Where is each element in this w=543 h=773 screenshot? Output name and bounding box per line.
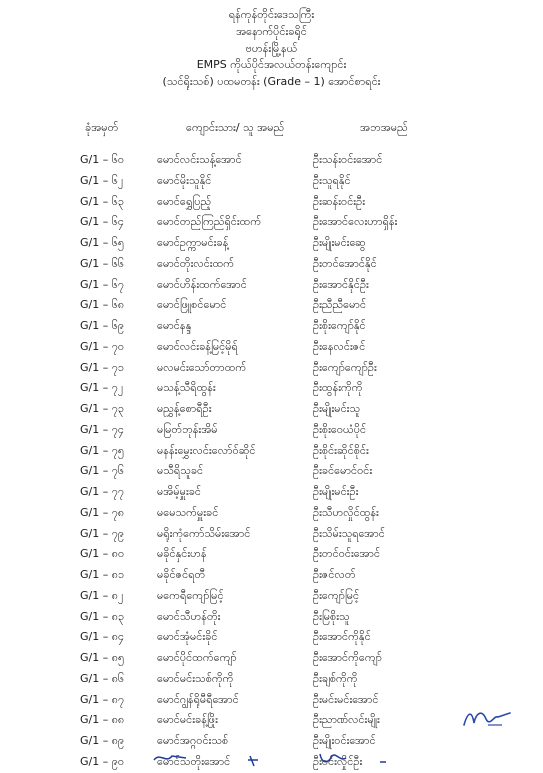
student-name-cell: မောင်ရွှေပြည့် bbox=[157, 194, 212, 208]
student-name-cell: မအိမ့်မှူးခင် bbox=[157, 485, 202, 498]
student-name-cell: မောင်လင်းသန့်အောင် bbox=[157, 153, 242, 166]
father-name-cell: ဦးကျော်ကျော်ဦး bbox=[313, 360, 377, 374]
student-name-cell: မောင်ပိုင်ထက်ကျော် bbox=[157, 651, 237, 664]
student-name-cell: မောင်ဖြူစင်မောင် bbox=[157, 298, 227, 312]
results-list bbox=[0, 150, 543, 773]
roll-number-cell: G/1 – ၈၅ bbox=[80, 651, 125, 664]
father-name-cell: ဦးအောင်လေးဟာရှိန်း bbox=[313, 215, 398, 229]
father-name-cell: ဦးခင်မောင်ဝင်း bbox=[313, 464, 373, 478]
table-row bbox=[0, 192, 543, 213]
student-name-cell: မညွှန့်စောရီဦး bbox=[157, 402, 212, 415]
roll-number-cell: G/1 – ၈၀ bbox=[80, 547, 125, 561]
roll-number-cell: G/1 – ၆၄ bbox=[80, 215, 125, 229]
roll-number-cell: G/1 – ၇၃ bbox=[80, 402, 125, 415]
roll-number-cell: G/1 – ၆၂ bbox=[80, 173, 124, 187]
student-name-cell: မမြတ်ဘုန်းအိမ် bbox=[157, 422, 218, 436]
father-name-cell: ဦးတင်အောင်နိုင် bbox=[313, 256, 377, 270]
student-name-cell: မလမင်းသော်တာထက် bbox=[157, 360, 247, 374]
roll-number-cell: G/1 – ၈၆ bbox=[80, 671, 125, 685]
roll-number-cell: G/1 – ၇၅ bbox=[80, 443, 125, 457]
table-row bbox=[0, 212, 543, 233]
father-name-cell: ဦးမြစိုးသူ bbox=[313, 609, 350, 623]
roll-number-cell: G/1 – ၇၀ bbox=[80, 339, 125, 353]
roll-number-cell: G/1 – ၇၆ bbox=[80, 464, 125, 478]
header-school: EMPS ကိုယ်ပိုင်အလယ်တန်းကျောင်း bbox=[196, 58, 347, 71]
roll-number-cell: G/1 – ၆၅ bbox=[80, 236, 125, 249]
table-row bbox=[0, 171, 543, 192]
table-row bbox=[0, 482, 543, 503]
father-name-cell: ဦးမျိုးမင်းသူ bbox=[313, 402, 361, 415]
student-name-cell: မောင်မင်းခန့်ဖြိုး bbox=[157, 713, 218, 727]
table-row bbox=[0, 316, 543, 337]
roll-number-cell: G/1 – ၈၁ bbox=[80, 568, 125, 581]
father-name-cell: ဦးသိမ်းသူရအောင် bbox=[313, 526, 385, 540]
roll-number-cell: G/1 – ၇၇ bbox=[80, 485, 125, 498]
father-name-cell: ဦးအောင်နိုင်ဦး bbox=[313, 277, 369, 291]
roll-number-cell: G/1 – ၇၁ bbox=[80, 360, 125, 374]
table-row bbox=[0, 420, 543, 441]
student-name-cell: မောင်သတိုးအောင် bbox=[157, 754, 231, 768]
student-name-cell: မောင်ဟိန်းထက်အောင် bbox=[157, 277, 247, 291]
roll-number-cell: G/1 – ၇၄ bbox=[80, 422, 125, 436]
roll-number-cell: G/1 – ၈၈ bbox=[80, 713, 125, 727]
roll-number-cell: G/1 – ၇၉ bbox=[80, 526, 125, 540]
table-row bbox=[0, 254, 543, 275]
table-row bbox=[0, 627, 543, 648]
header-region: ရန်ကုန်တိုင်းဒေသကြီး bbox=[228, 8, 315, 21]
student-name-cell: မောင်မင်းသစ်ကိုကို bbox=[157, 671, 234, 685]
table-row bbox=[0, 150, 543, 171]
father-name-cell: ဦးထွန်းကိုကို bbox=[313, 381, 363, 395]
roll-number-cell: G/1 – ၆၇ bbox=[80, 277, 125, 291]
student-name-cell: မရိုးကုံကော်သိမ်းအောင် bbox=[157, 526, 251, 540]
student-name-cell: မသီရိသူခင် bbox=[157, 464, 204, 478]
table-row bbox=[0, 233, 543, 254]
student-name-cell: မောင်အဂ္ဂဝင်းသစ် bbox=[157, 734, 229, 747]
roll-number-cell: G/1 – ၈၂ bbox=[80, 588, 124, 602]
table-row bbox=[0, 524, 543, 545]
father-name-cell: ဦးမျိုးမင်းဆွေ bbox=[313, 236, 366, 249]
roll-number-cell: G/1 – ၇၈ bbox=[80, 505, 125, 519]
father-name-cell: ဦးကျော်မြင့် bbox=[313, 588, 360, 602]
roll-number-cell: G/1 – ၈၉ bbox=[80, 734, 125, 747]
father-name-cell: ဦးအောင်ကိုနိုင် bbox=[313, 630, 371, 644]
table-row bbox=[0, 399, 543, 420]
student-name-cell: မောင်အုံမင်းခိုင် bbox=[157, 630, 218, 644]
table-row bbox=[0, 441, 543, 462]
table-row bbox=[0, 275, 543, 296]
header-township: ဗဟန်းမြို့နယ် bbox=[245, 42, 298, 55]
roll-number-cell: G/1 – ၇၂ bbox=[80, 381, 124, 395]
roll-number-cell: G/1 – ၆၈ bbox=[80, 298, 125, 312]
father-name-cell: ဦးညာဏ်လင်းမျိုး bbox=[313, 713, 380, 727]
student-name-cell: မောင်လင်းခန့်မြင့်မိုရ် bbox=[157, 339, 238, 353]
roll-number-cell: G/1 – ၆၆ bbox=[80, 256, 125, 270]
roll-number-cell: G/1 – ၈၄ bbox=[80, 630, 125, 644]
header-district: အနောက်ပိုင်းခရိုင် bbox=[236, 25, 307, 38]
student-name-cell: မောင်တိုးလင်းထက် bbox=[157, 256, 234, 270]
roll-number-cell: G/1 – ၆၀ bbox=[80, 153, 125, 166]
father-name-cell: ဦးဝင်းလှိုင်ဦး bbox=[313, 754, 363, 768]
table-row bbox=[0, 295, 543, 316]
student-name-cell: မောင်ဥက္ကာမင်းခန့် bbox=[157, 236, 229, 249]
student-name-cell: မောင်ဂျွန်ရိုမီရီအောင် bbox=[157, 692, 239, 706]
table-row bbox=[0, 461, 543, 482]
table-row bbox=[0, 378, 543, 399]
table-row bbox=[0, 669, 543, 690]
table-row bbox=[0, 648, 543, 669]
student-name-cell: မနန်းမွှေးလင်းလော်ဝ်ဆိုင် bbox=[157, 443, 256, 457]
table-row bbox=[0, 565, 543, 586]
table-row bbox=[0, 503, 543, 524]
bottom-signature-marks bbox=[150, 750, 390, 768]
father-name-cell: ဦးစိုးကျော်နိုင် bbox=[313, 319, 366, 332]
father-name-cell: ဦးအောင်ကိုကျော် bbox=[313, 651, 382, 664]
student-name-cell: မသန့်သီရိထွန်း bbox=[157, 381, 216, 395]
father-name-cell: ဦးသန်းဝင်းအောင် bbox=[313, 153, 383, 166]
father-name-cell: ဦးနေလင်းဇင် bbox=[313, 339, 366, 353]
roll-number-cell: G/1 – ၆၉ bbox=[80, 319, 125, 332]
table-row bbox=[0, 544, 543, 565]
roll-number-cell: G/1 – ၈၇ bbox=[80, 692, 125, 706]
roll-number-cell: G/1 – ၈၃ bbox=[80, 609, 125, 623]
father-name-cell: ဦးချစ်ကိုကို bbox=[313, 671, 358, 685]
table-row bbox=[0, 607, 543, 628]
father-name-cell: ဦးတင်ဝင်းအောင် bbox=[313, 547, 381, 561]
roll-number-cell: G/1 – ၆၃ bbox=[80, 194, 125, 208]
table-row bbox=[0, 358, 543, 379]
student-name-cell: မောင်နန္ဒ bbox=[157, 319, 192, 332]
handwritten-signature bbox=[460, 705, 520, 733]
table-row bbox=[0, 586, 543, 607]
student-name-cell: မမေသက်မှူးခင် bbox=[157, 505, 219, 519]
father-name-cell: ဦးသူရနိုင် bbox=[313, 173, 351, 187]
column-header-student: ကျောင်းသား/ သူ အမည် bbox=[186, 121, 285, 134]
table-row bbox=[0, 731, 543, 752]
student-name-cell: မကေရီကျော်မြင့် bbox=[157, 588, 224, 602]
father-name-cell: ဦးမျိုးဝင်းအောင် bbox=[313, 734, 376, 747]
document-title: (သင်ရိုးသစ်) ပထမတန်း (Grade – 1) အောင်စာရင်း bbox=[162, 75, 381, 88]
roll-number-cell: G/1 – ၉၀ bbox=[80, 754, 125, 768]
father-name-cell: ဦးသီဟလှိုင်ထွန်း bbox=[313, 505, 379, 519]
father-name-cell: ဦးမင်းမင်းအောင် bbox=[313, 692, 379, 706]
father-name-cell: ဦးဆန်းဝင်းဦး bbox=[313, 194, 365, 208]
father-name-cell: ဦးစိုင်းဆိုင်စိုင်း bbox=[313, 443, 369, 457]
student-name-cell: မခိုင်ဇင်ရတီ bbox=[157, 568, 206, 581]
father-name-cell: ဦးဇင်လတ် bbox=[313, 568, 356, 581]
table-row bbox=[0, 337, 543, 358]
student-name-cell: မခိုင်နှင်းဟန် bbox=[157, 547, 207, 561]
father-name-cell: ဦးညီညီမောင် bbox=[313, 298, 367, 312]
column-header-roll-no: ခုံအမှတ် bbox=[85, 121, 119, 134]
father-name-cell: ဦးစိုးဝေယံပိုင် bbox=[313, 422, 367, 436]
column-header-father: အဘအမည် bbox=[360, 121, 408, 134]
student-name-cell: မောင်မိုးသူနိုင် bbox=[157, 173, 212, 187]
father-name-cell: ဦးမျိုးမင်းဦး bbox=[313, 485, 359, 498]
student-name-cell: မောင်တည်ကြည်ရှိင်းထက် bbox=[157, 215, 262, 229]
student-name-cell: မောင်သီဟန်တိုး bbox=[157, 609, 221, 623]
